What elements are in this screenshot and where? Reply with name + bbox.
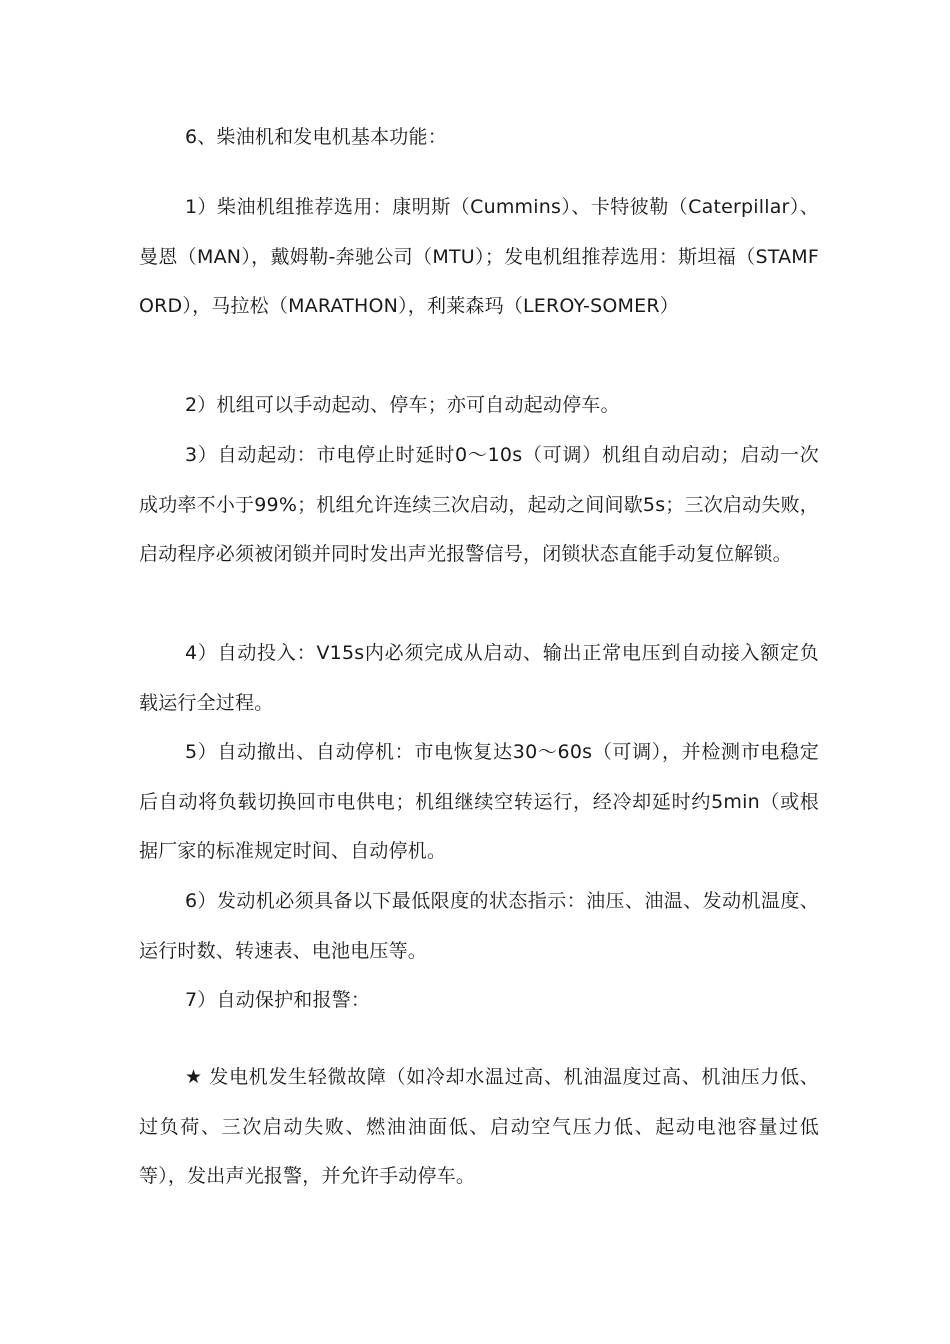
paragraph-protection-heading: 7）自动保护和报警：: [185, 989, 371, 1011]
paragraph-manual-start: 2）机组可以手动起动、停车；亦可自动起动停车。: [185, 394, 620, 416]
paragraph-recommended-brands: 1）柴油机组推荐选用：康明斯（Cummins）、卡特彼勒（Caterpillar）、曼恩（MAN），戴姆勒-奔驰公司（MTU）；发电机组推荐选用：斯坦福（STAMFORD），马拉松（MARATHON），利莱森玛（LEROY-SOMER）: [139, 196, 819, 317]
paragraph-minor-fault: ★ 发电机发生轻微故障（如冷却水温过高、机油温度过高、机油压力低、过负荷、三次启动失败、燃油油面低、启动空气压力低、起动电池容量过低等），发出声光报警，并允许手动停车。: [139, 1066, 819, 1187]
paragraph-auto-shutdown: 5）自动撤出、自动停机：市电恢复达30～60s（可调），并检测市电稳定后自动将负载切换回市电供电；机组继续空转运行，经冷却延时约5min（或根据厂家的标准规定时间、自动停机。: [139, 741, 819, 862]
paragraph-auto-start: 3）自动起动：市电停止时延时0～10s（可调）机组自动启动；启动一次成功率不小于99%；机组允许连续三次启动，起动之间间歇5s；三次启动失败，启动程序必须被闭锁并同时发出声光报警信号，闭锁状态直能手动复位解锁。: [139, 444, 819, 565]
paragraph-status-indicators: 6）发动机必须具备以下最低限度的状态指示：油压、油温、发动机温度、运行时数、转速表、电池电压等。: [139, 890, 819, 962]
paragraph-auto-input: 4）自动投入：V15s内必须完成从启动、输出正常电压到自动接入额定负载运行全过程。: [139, 642, 819, 714]
section-heading: 6、柴油机和发电机基本功能：: [185, 126, 447, 148]
